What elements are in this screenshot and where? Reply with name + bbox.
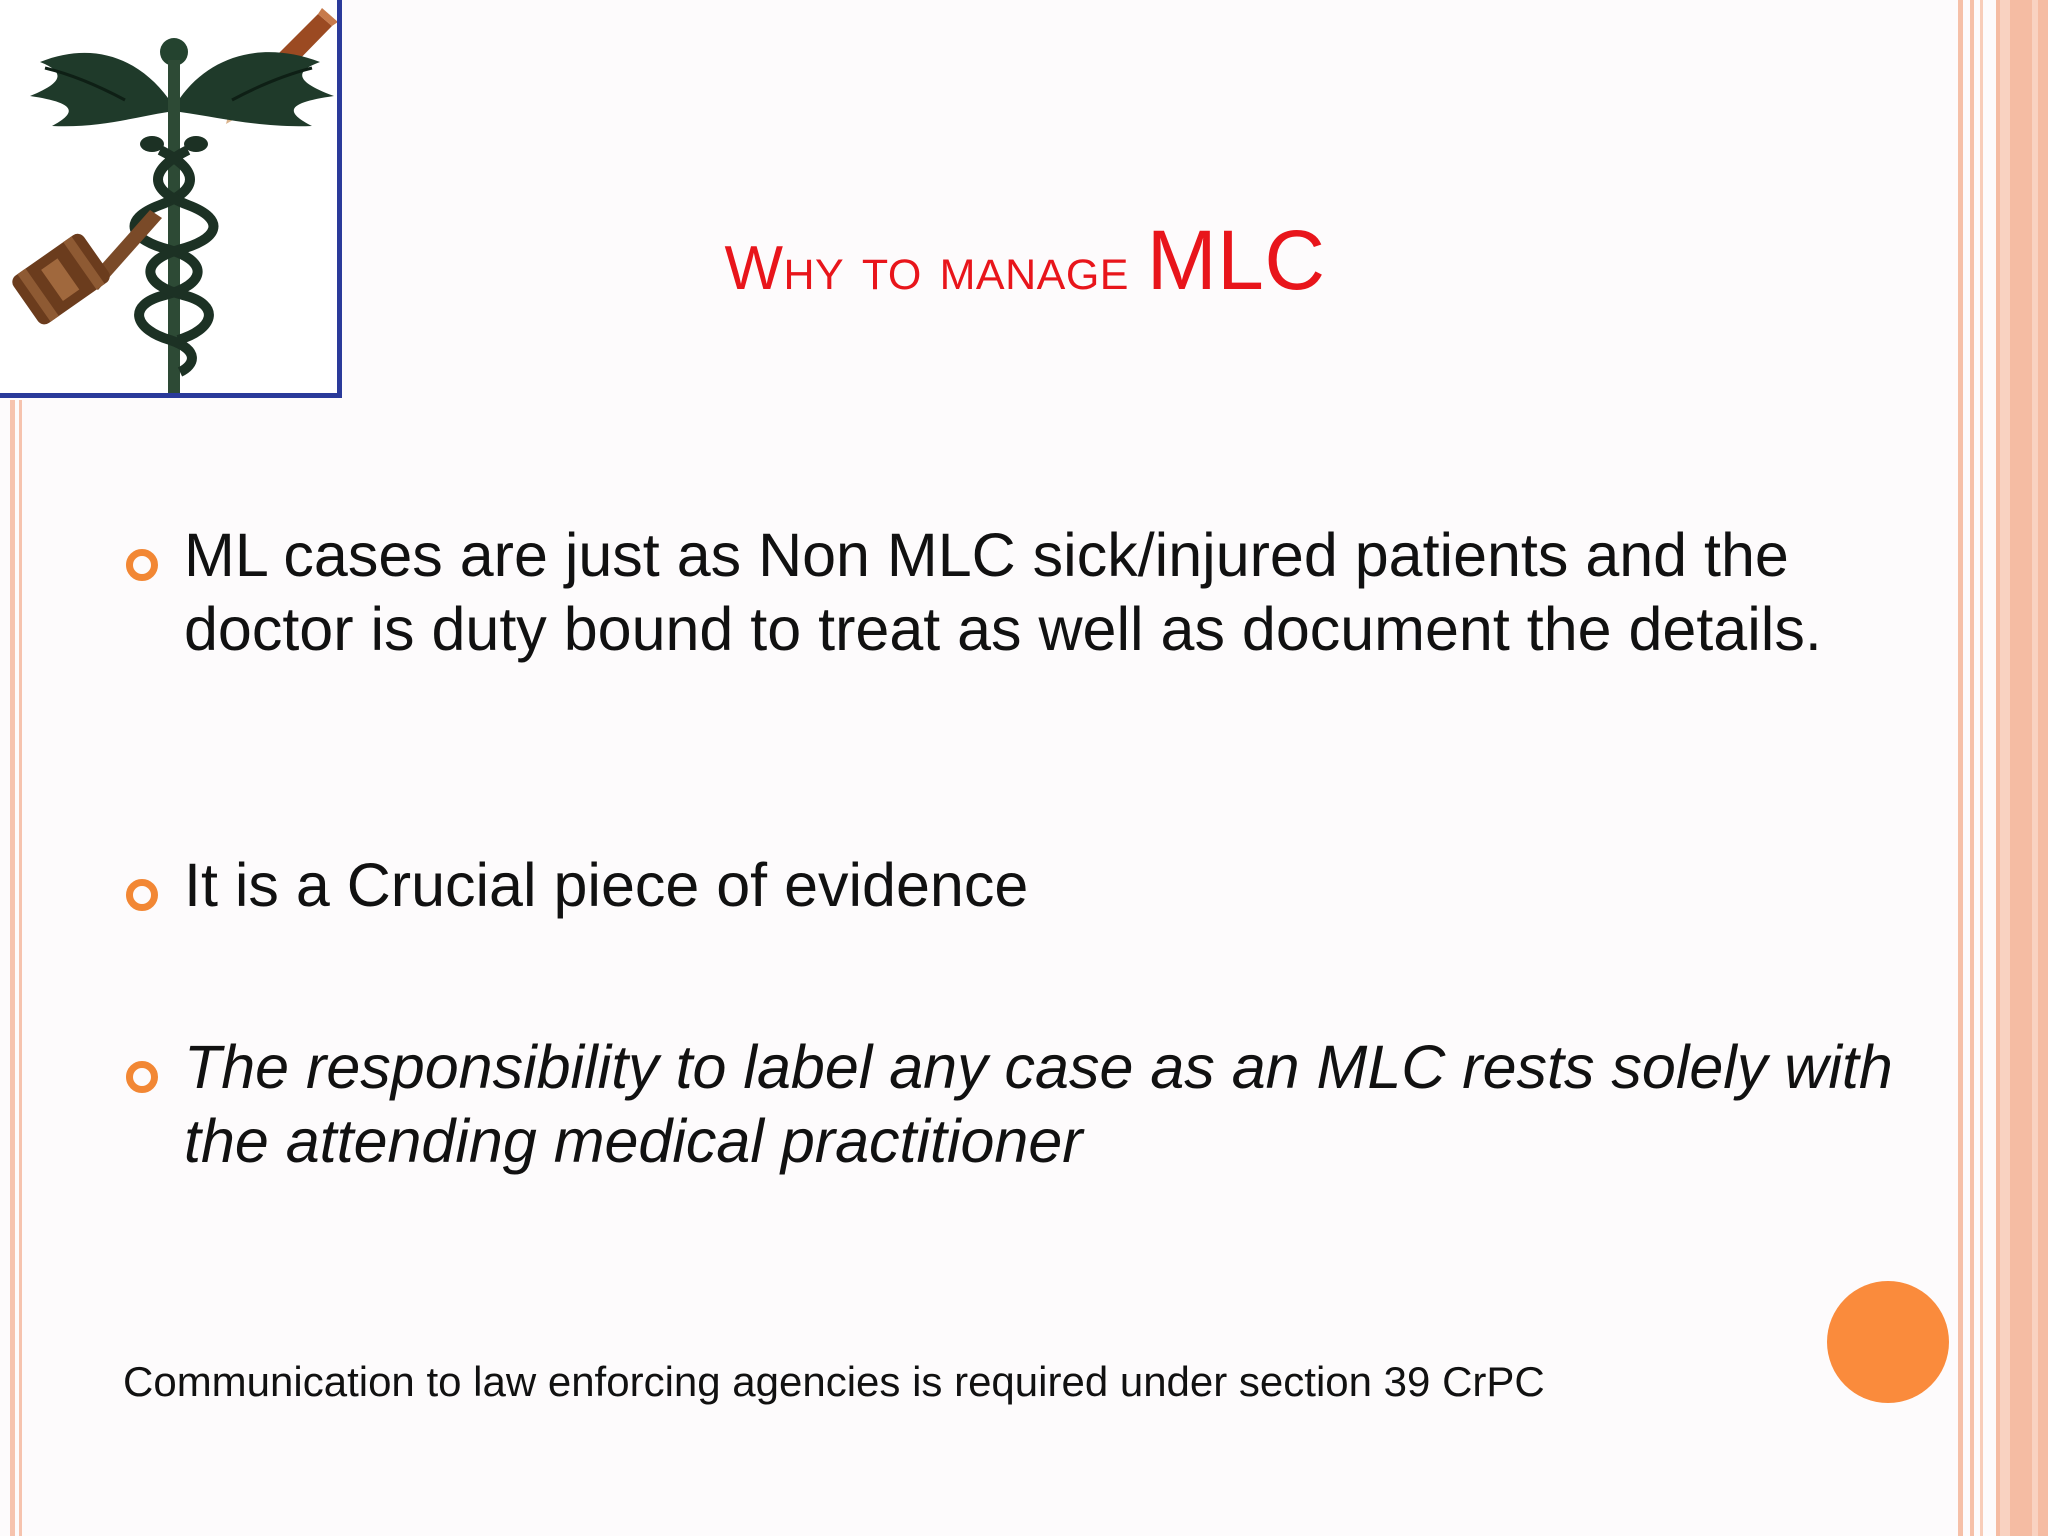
footnote: Communication to law enforcing agencies is required under section 39 CrPC bbox=[123, 1358, 1545, 1405]
circle-bullet-icon bbox=[126, 549, 158, 581]
title-rest: hy to manage bbox=[783, 234, 1129, 303]
title-emphasis: MLC bbox=[1146, 213, 1326, 307]
left-border-stripe bbox=[10, 400, 15, 1536]
slide-title bbox=[450, 212, 1600, 309]
right-border-stripe bbox=[2032, 0, 2038, 1536]
bullet-item: It is a Crucial piece of evidence bbox=[184, 851, 1029, 919]
title-initial: W bbox=[724, 234, 784, 303]
bullet-item: ML cases are just as Non MLC sick/injured patients and the doctor is duty bound to treat as well as document the details. bbox=[184, 521, 1822, 663]
right-border-stripe bbox=[2000, 0, 2010, 1536]
caduceus-gavel-logo bbox=[0, 0, 342, 398]
bullet-item: The responsibility to label any case as an MLC rests solely with the attending medical practitioner bbox=[184, 1033, 1893, 1175]
right-border-stripe bbox=[1958, 0, 1963, 1536]
circle-bullet-icon bbox=[126, 879, 158, 911]
circle-bullet-icon bbox=[126, 1061, 158, 1093]
right-border-stripe bbox=[1980, 0, 1983, 1536]
orange-circle-decoration bbox=[1827, 1281, 1949, 1403]
right-border-stripe bbox=[1970, 0, 1974, 1536]
left-border-stripe bbox=[19, 400, 22, 1536]
